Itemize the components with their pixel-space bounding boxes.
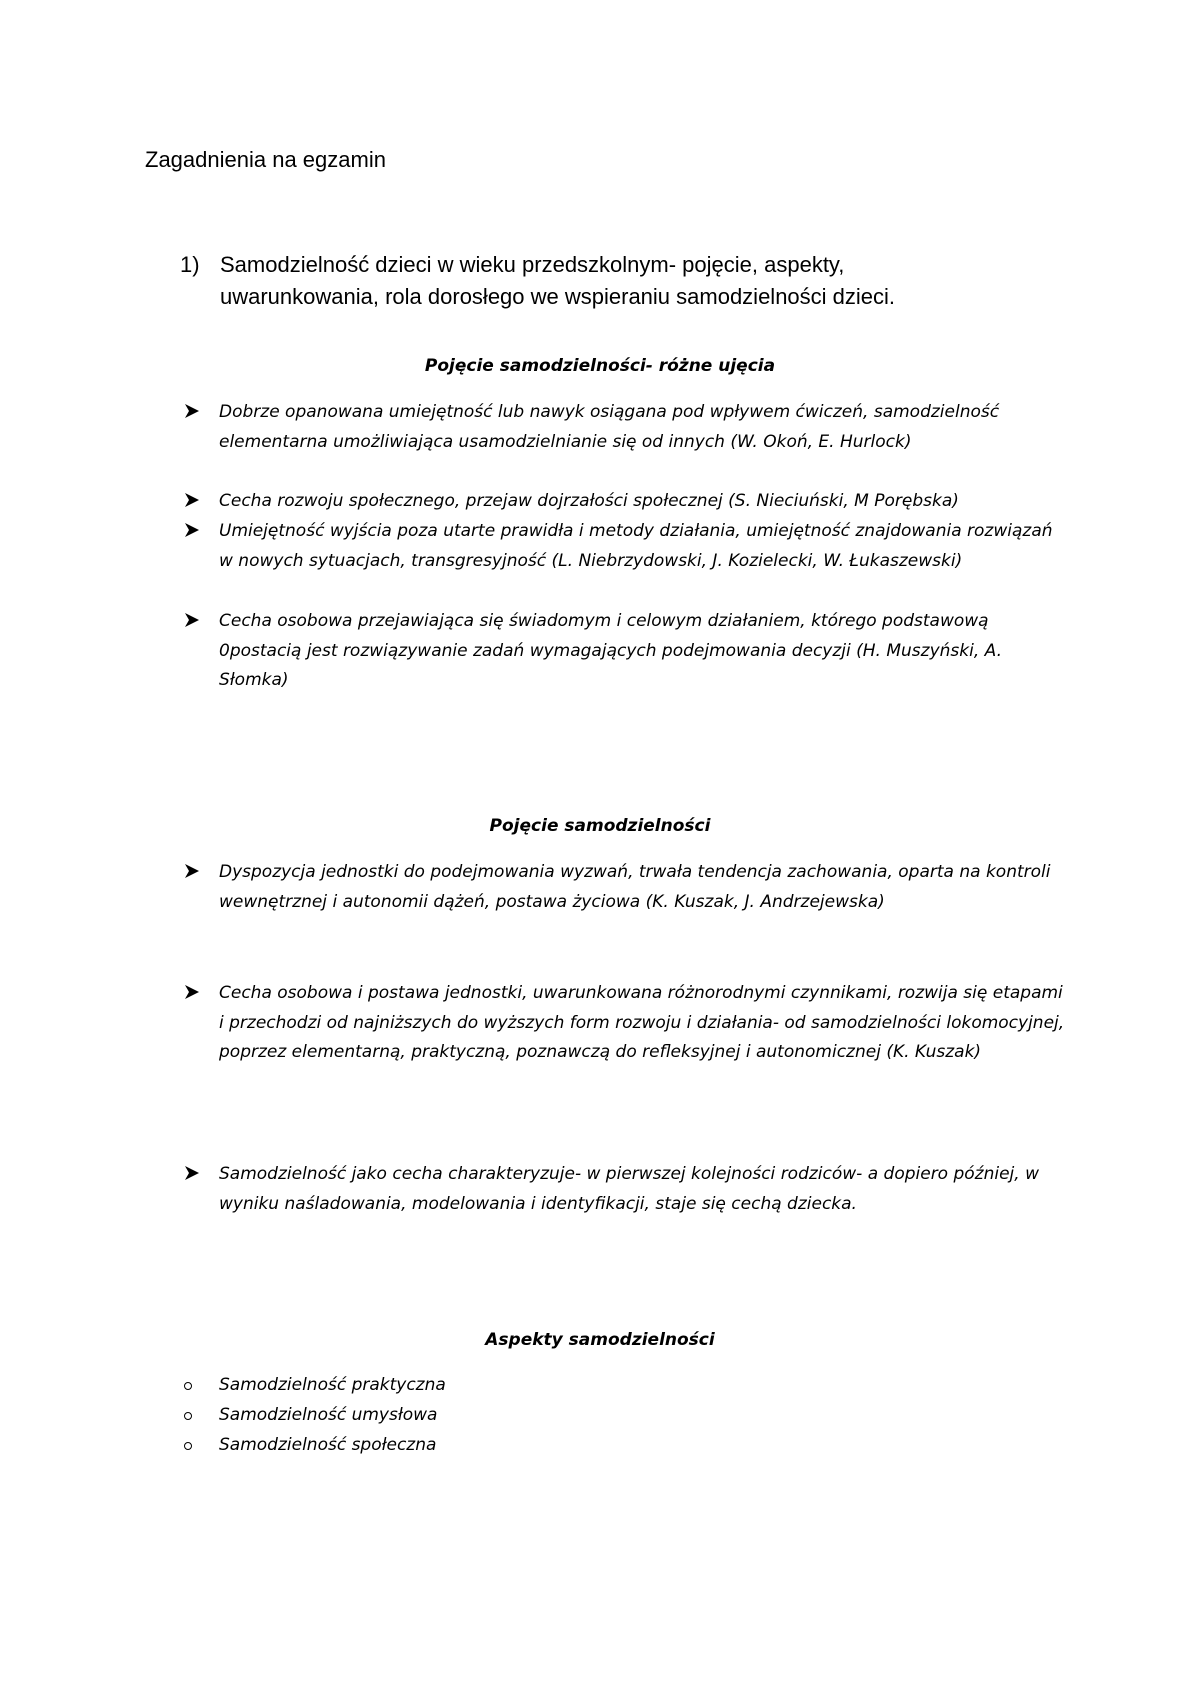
exam-question [180,249,980,313]
list-item-text: Samodzielność społeczna [219,1435,437,1455]
list-item-text: Cecha osobowa i postawa jednostki, uwarunkowana różnorodnymi czynnikami, rozwija się etapami i przechodzi od najniższych do wyższych form rozwoju i działania- od samodzielności lokomocyjnej, poprzez elementarną, praktyczną, poznawczą do refleksyjnej i autonomicznej (K. Kuszak) [219,983,1065,1062]
list-item-text: Samodzielność jako cecha charakteryzuje- w pierwszej kolejności rodziców- a dopiero później, w wyniku naśladowania, modelowania i identyfikacji, staje się cechą dziecka. [219,1164,1039,1214]
arrowhead-bullet-icon [184,863,204,885]
section-heading: Pojęcie samodzielności- różne ujęcia [424,356,776,376]
list-item-text: Umiejętność wyjścia poza utarte prawidła i metody działania, umiejętność znajdowania rozwiązań w nowych sytuacjach, transgresyjność (L. Niebrzydowski, J. Kozielecki, W. Łukaszewski) [219,521,1053,571]
section-heading: Pojęcie samodzielności [489,816,711,836]
list-item-text: Cecha osobowa przejawiająca się świadomym i celowym działaniem, którego podstawową 0postacią jest rozwiązywanie zadań wymagających podejmowania decyzji (H. Muszyński, A. Słomka) [219,611,1002,690]
arrowhead-bullet-icon [184,403,204,425]
circle-bullet-icon [184,1442,192,1450]
list-item-text: Samodzielność umysłowa [219,1405,438,1425]
arrowhead-bullet-icon [184,612,204,634]
circle-bullet-icon [184,1382,192,1390]
section-heading: Aspekty samodzielności [485,1330,715,1350]
list-item-text: Dobrze opanowana umiejętność lub nawyk osiągana pod wpływem ćwiczeń, samodzielność elementarna umożliwiająca usamodzielnianie się od innych (W. Okoń, E. Hurlock) [219,402,1000,452]
list-item-text: Cecha rozwoju społecznego, przejaw dojrzałości społecznej (S. Nieciuński, M Porębska) [219,491,959,511]
question-text: Samodzielność dzieci w wieku przedszkolnym- pojęcie, aspekty, uwarunkowania, rola dorosłego we wspieraniu samodzielności dzieci. [220,252,896,309]
arrowhead-bullet-icon [184,522,204,544]
list-item-text: Dyspozycja jednostki do podejmowania wyzwań, trwała tendencja zachowania, oparta na kontroli wewnętrznej i autonomii dążeń, postawa życiowa (K. Kuszak, J. Andrzejewska) [219,862,1051,912]
arrowhead-bullet-icon [184,984,204,1006]
arrowhead-bullet-icon [184,492,204,514]
list-item-text: Samodzielność praktyczna [219,1375,446,1395]
circle-bullet-icon [184,1412,192,1420]
page-title: Zagadnienia na egzamin [145,147,386,172]
question-number: 1) [180,252,200,277]
arrowhead-bullet-icon [184,1165,204,1187]
